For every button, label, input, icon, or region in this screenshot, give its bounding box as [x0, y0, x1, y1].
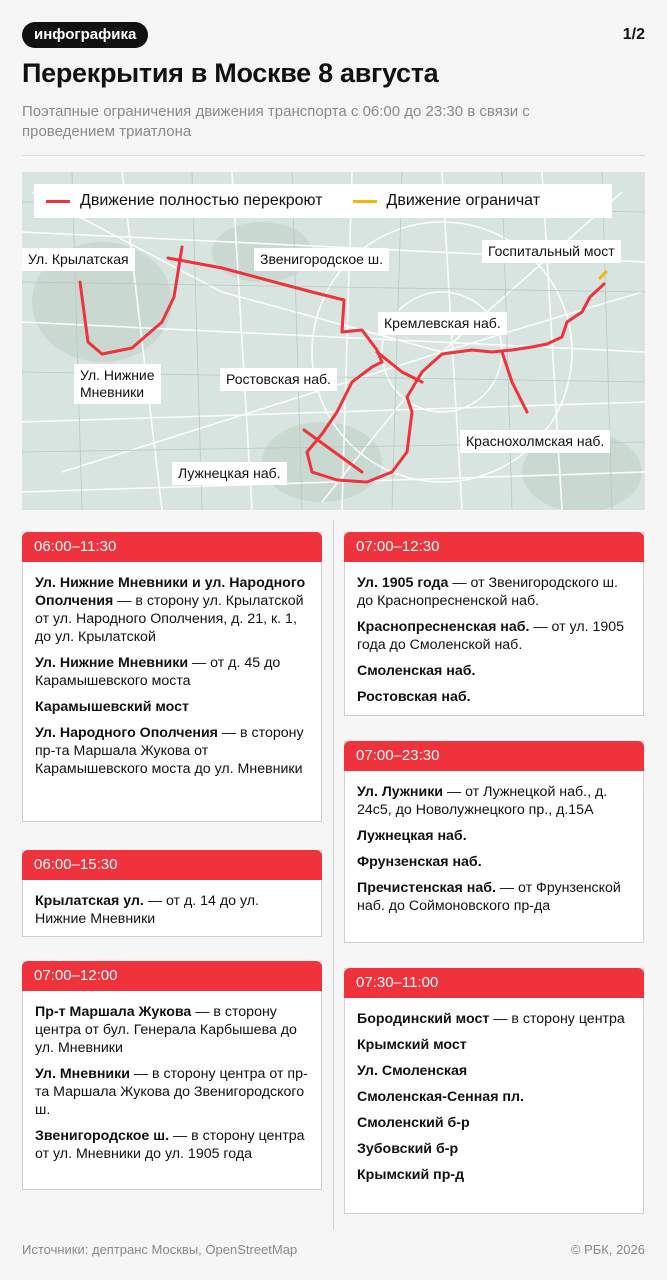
route-map[interactable] [22, 172, 645, 510]
column-divider [333, 520, 334, 1230]
legend-limited-swatch [353, 200, 377, 203]
map-label-gospitalny: Госпитальный мост [482, 240, 621, 263]
schedule-entry [35, 1065, 309, 1119]
entry-detail: — от Фрунзенской наб. до Соймоновского пр-да [357, 880, 621, 914]
schedule-entry [35, 892, 309, 928]
map-label-mnevniki-line2: Мневники [80, 384, 145, 400]
street-name: Лужнецкая наб. [357, 828, 467, 844]
street-name: Карамышевский мост [35, 699, 189, 715]
schedule-time: 07:00–12:00 [22, 961, 322, 991]
map-canvas [22, 172, 645, 510]
street-name: Смоленская-Сенная пл. [357, 1089, 524, 1105]
street-name: Смоленская наб. [357, 663, 476, 679]
map-label-mnevniki [74, 364, 161, 404]
schedule-body [23, 991, 321, 1179]
schedule-entry [35, 1127, 309, 1163]
schedule-card [344, 532, 644, 716]
schedule-entry [357, 879, 631, 915]
entry-detail: — в сторону центра от ул. Мневники до ул. 1905 года [35, 1128, 305, 1162]
schedule-entry [357, 574, 631, 610]
map-label-rostovskaya: Ростовская наб. [220, 368, 337, 391]
schedule-entry [357, 1062, 631, 1080]
category-badge: инфографика [22, 22, 148, 48]
entry-detail: — от д. 14 до ул. Нижние Мневники [35, 893, 259, 927]
schedule-card [344, 741, 644, 943]
street-name: Крымский пр-д [357, 1167, 465, 1183]
page-subtitle: Поэтапные ограничения движения транспорта с 06:00 до 23:30 в связи с проведением триатлона [22, 103, 530, 140]
schedule-body [345, 998, 643, 1200]
sources-note: Источники: дептранс Москвы, OpenStreetMap [22, 1242, 298, 1257]
schedule-entry [35, 1003, 309, 1057]
street-name: Ул. Народного Ополчения [35, 725, 218, 741]
schedule-card [22, 532, 322, 822]
schedule-entry [357, 662, 631, 680]
schedule-body [23, 562, 321, 794]
entry-detail: — в сторону центра от пр-та Маршала Жукова до Звенигородского ш. [35, 1066, 308, 1118]
street-name: Краснопресненская наб. [357, 619, 530, 635]
entry-detail: — в сторону ул. Крылатской от ул. Народного Ополчения, д. 21, к. 1, до ул. Крылатской [35, 593, 304, 645]
street-name: Крылатская ул. [35, 893, 144, 909]
legend-closed-swatch [46, 200, 70, 203]
legend-closed-label: Движение полностью перекроют [80, 192, 323, 209]
schedule-body [345, 771, 643, 931]
entry-detail: — от Звенигородского ш. до Краснопресненской наб. [357, 575, 618, 609]
schedule-time: 06:00–11:30 [22, 532, 322, 562]
schedule-entry [357, 1140, 631, 1158]
schedule-entry [357, 783, 631, 819]
schedule-entry [35, 698, 309, 716]
map-label-luzhnetskaya: Лужнецкая наб. [172, 462, 287, 485]
map-label-zvenigorodskoe: Звенигородское ш. [254, 248, 389, 271]
street-name: Зубовский б-р [357, 1141, 459, 1157]
street-name: Ул. Нижние Мневники и ул. Народного Ополчения [35, 575, 306, 609]
schedule-entry [357, 827, 631, 845]
legend-limited [353, 192, 541, 210]
schedule-entry [357, 688, 631, 706]
schedule-entry [357, 1114, 631, 1132]
schedule-body [345, 562, 643, 722]
schedule-time: 06:00–15:30 [22, 850, 322, 880]
street-name: Звенигородское ш. [35, 1128, 170, 1144]
street-name: Ростовская наб. [357, 689, 471, 705]
schedule-time: 07:30–11:00 [344, 968, 644, 998]
schedule-entry [357, 1166, 631, 1184]
entry-detail: — в сторону пр-та Маршала Жукова от Карамышевского моста до ул. Мневники [35, 725, 304, 777]
schedule-entry [35, 654, 309, 690]
schedule-card [344, 968, 644, 1214]
entry-detail: — от д. 45 до Карамышевского моста [35, 655, 281, 689]
schedule-entry [35, 724, 309, 778]
entry-detail: — от Лужнецкой наб., д. 24с5, до Новолужнецкого пр., д.15А [357, 784, 608, 818]
schedule-entry [357, 1036, 631, 1054]
header-divider [22, 155, 645, 156]
entry-detail: — в сторону центра от бул. Генерала Карбышева до ул. Мневники [35, 1004, 297, 1056]
schedule-entry [357, 1088, 631, 1106]
street-name: Пречистенская наб. [357, 880, 496, 896]
legend-limited-label: Движение ограничат [386, 192, 541, 209]
street-name: Пр-т Маршала Жукова [35, 1004, 192, 1020]
street-name: Ул. Смоленская [357, 1063, 468, 1079]
schedule-card [22, 850, 322, 937]
schedule-entry [357, 1010, 631, 1028]
street-name: Смоленский б-р [357, 1115, 470, 1131]
street-name: Фрунзенская наб. [357, 854, 482, 870]
schedule-entry [357, 853, 631, 871]
page-indicator: 1/2 [622, 26, 645, 43]
street-name: Бородинский мост [357, 1011, 490, 1027]
map-label-krasnokholmskaya: Краснохолмская наб. [460, 430, 610, 453]
schedule-entry [35, 574, 309, 646]
copyright: © РБК, 2026 [570, 1242, 645, 1257]
street-name: Крымский мост [357, 1037, 467, 1053]
schedule-time: 07:00–23:30 [344, 741, 644, 771]
schedule-time: 07:00–12:30 [344, 532, 644, 562]
street-name: Ул. 1905 года [357, 575, 449, 591]
street-name: Ул. Лужники [357, 784, 444, 800]
schedule-entry [357, 618, 631, 654]
street-name: Ул. Мневники [35, 1066, 130, 1082]
route-krasnokholmskaya [502, 352, 527, 412]
map-label-krylatskaya: Ул. Крылатская [22, 248, 135, 271]
map-label-mnevniki-line1: Ул. Нижние [80, 367, 155, 383]
schedule-body [23, 880, 321, 944]
page-title: Перекрытия в Москве 8 августа [22, 58, 439, 88]
entry-detail: — в сторону центра [489, 1011, 625, 1027]
street-name: Ул. Нижние Мневники [35, 655, 189, 671]
entry-detail: — от ул. 1905 года до Смоленской наб. [357, 619, 625, 653]
legend-closed [46, 192, 323, 210]
map-label-kremlevskaya: Кремлевская наб. [378, 312, 507, 335]
map-legend [34, 184, 612, 218]
schedule-card [22, 961, 322, 1190]
